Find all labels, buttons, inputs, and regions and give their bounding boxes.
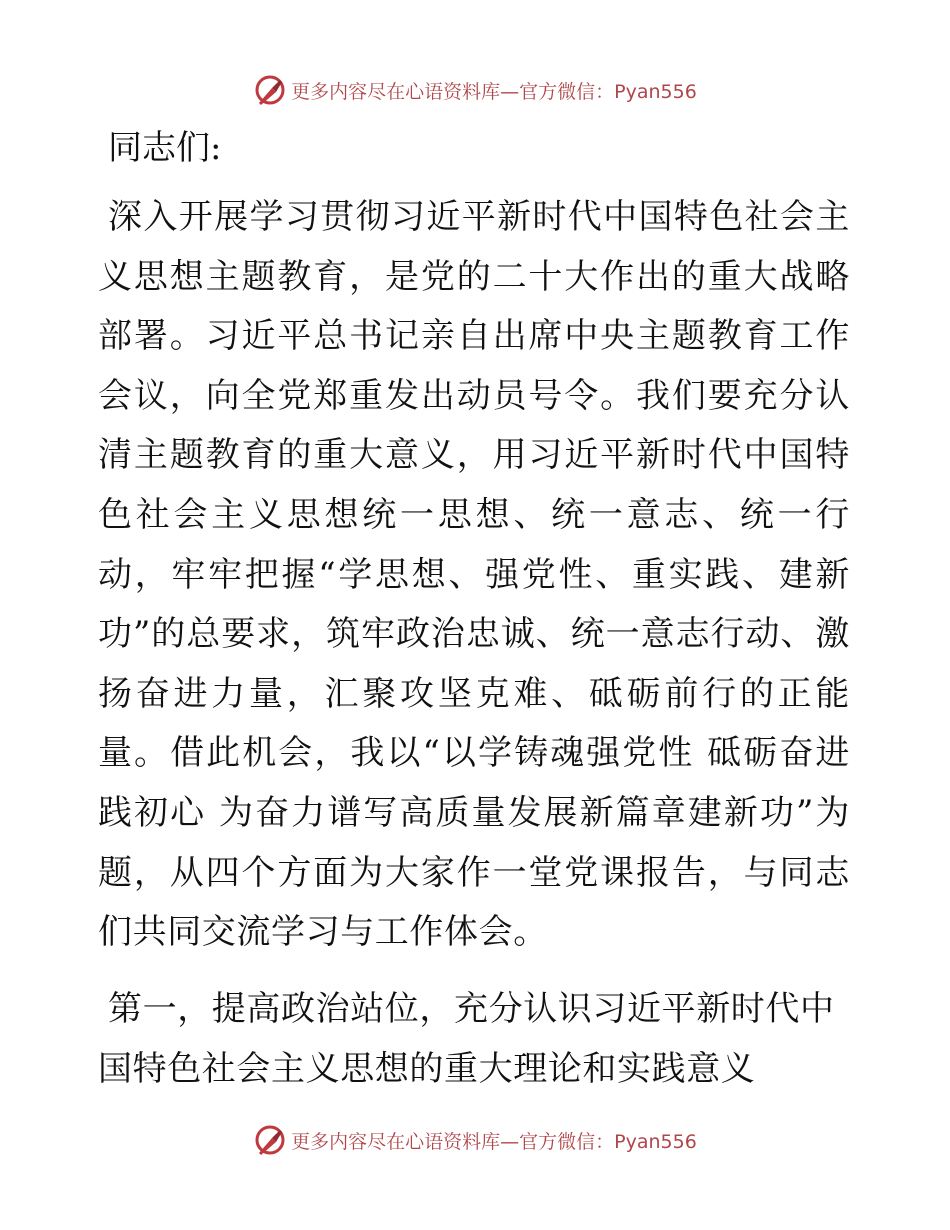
footer-watermark-banner (0, 1120, 950, 1160)
footer-banner-text: 更多内容尽在心语资料库—官方微信：Pyan556 (291, 1130, 697, 1153)
body-paragraph: 深入开展学习贯彻习近平新时代中国特色社会主义思想主题教育，是党的二十大作出的重大战略部署。习近平总书记亲自出席中央主题教育工作会议，向全党郑重发出动员号令。我们要充分认清主题教育的重大意义，用习近平新时代中国特色社会主义思想统一思想、统一意志、统一行动，牢牢把握“学思想、强党性、重实践、建新功”的总要求，筑牢政治忠诚、统一意志行动、激扬奋进力量，汇聚攻坚克难、砥砺前行的正能量。借此机会，我以“以学铸魂强党性 砥砺奋进践初心 为奋力谱写高质量发展新篇章建新功”为题，从四个方面为大家作一堂党课报告，与同志们共同交流学习与工作体会。 (98, 197, 850, 953)
section-heading: 第一，提高政治站位，充分认识习近平新时代中国特色社会主义思想的重大理论和实践意义 (98, 988, 835, 1089)
document-body (98, 122, 850, 1099)
pen-nib-logo-icon (253, 1123, 287, 1157)
pen-nib-logo-icon (253, 73, 287, 107)
salutation: 同志们: (108, 128, 222, 168)
header-watermark-banner (0, 70, 950, 110)
header-banner-text: 更多内容尽在心语资料库—官方微信：Pyan556 (291, 80, 697, 103)
